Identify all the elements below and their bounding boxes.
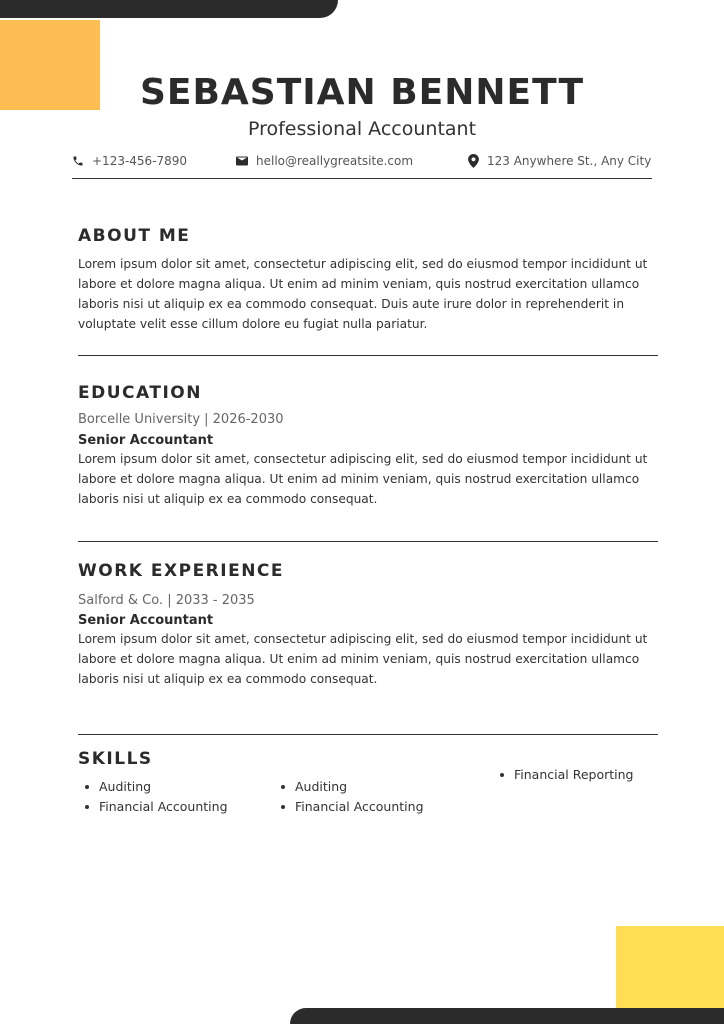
skill-item: Financial Reporting: [493, 765, 633, 785]
skill-item: Auditing: [78, 777, 228, 797]
work-role: Senior Accountant: [78, 613, 214, 628]
skill-item: Auditing: [274, 777, 424, 797]
address-text: 123 Anywhere St., Any City: [487, 154, 652, 168]
phone-icon: [72, 155, 84, 167]
resume-name: SEBASTIAN BENNETT: [139, 72, 585, 113]
location-pin-icon: [468, 154, 479, 168]
contact-email: [236, 154, 413, 168]
decor-bottom-bar: [290, 1008, 724, 1024]
education-heading: EDUCATION: [78, 383, 202, 403]
skills-column-3: [493, 765, 633, 785]
skill-item: Financial Accounting: [78, 797, 228, 817]
resume-title: Professional Accountant: [247, 118, 477, 140]
education-role: Senior Accountant: [78, 433, 214, 448]
contact-address: [468, 154, 651, 168]
decor-yellow-square-bottom-right: [616, 926, 724, 1008]
divider: [78, 541, 658, 542]
contact-phone: [72, 154, 187, 168]
skills-column-1: [78, 777, 228, 817]
email-icon: [236, 156, 248, 166]
divider: [78, 355, 658, 356]
work-text: Lorem ipsum dolor sit amet, consectetur adipiscing elit, sed do eiusmod tempor incididunt ut labore et dolore magna aliqua. Ut enim ad minim veniam, quis nostrud exercitation ullamco laboris nisi ut aliquip ex ea commodo consequat.: [78, 632, 648, 686]
about-heading: ABOUT ME: [78, 226, 191, 246]
phone-text: +123-456-7890: [92, 154, 188, 168]
skill-item: Financial Accounting: [274, 797, 424, 817]
skills-column-2: [274, 777, 424, 817]
work-heading: WORK EXPERIENCE: [78, 561, 285, 581]
email-text: hello@reallygreatsite.com: [256, 154, 414, 168]
education-meta: Borcelle University | 2026-2030: [78, 412, 284, 427]
about-text: Lorem ipsum dolor sit amet, consectetur adipiscing elit, sed do eiusmod tempor incididunt ut labore et dolore magna aliqua. Ut enim ad minim veniam, quis nostrud exercitation ullamco laboris nisi ut aliquip ex ea commodo consequat. Duis aute irure dolor in reprehenderit in voluptate velit esse cillum dolore eu fugiat nulla pariatur.: [78, 257, 648, 331]
decor-top-bar: [0, 0, 338, 18]
education-text: Lorem ipsum dolor sit amet, consectetur adipiscing elit, sed do eiusmod tempor incididunt ut labore et dolore magna aliqua. Ut enim ad minim veniam, quis nostrud exercitation ullamco laboris nisi ut aliquip ex ea commodo consequat.: [78, 452, 648, 506]
contact-bar: [72, 154, 652, 179]
work-meta: Salford & Co. | 2033 - 2035: [78, 593, 255, 608]
divider: [78, 734, 658, 735]
skills-heading: SKILLS: [78, 749, 153, 769]
